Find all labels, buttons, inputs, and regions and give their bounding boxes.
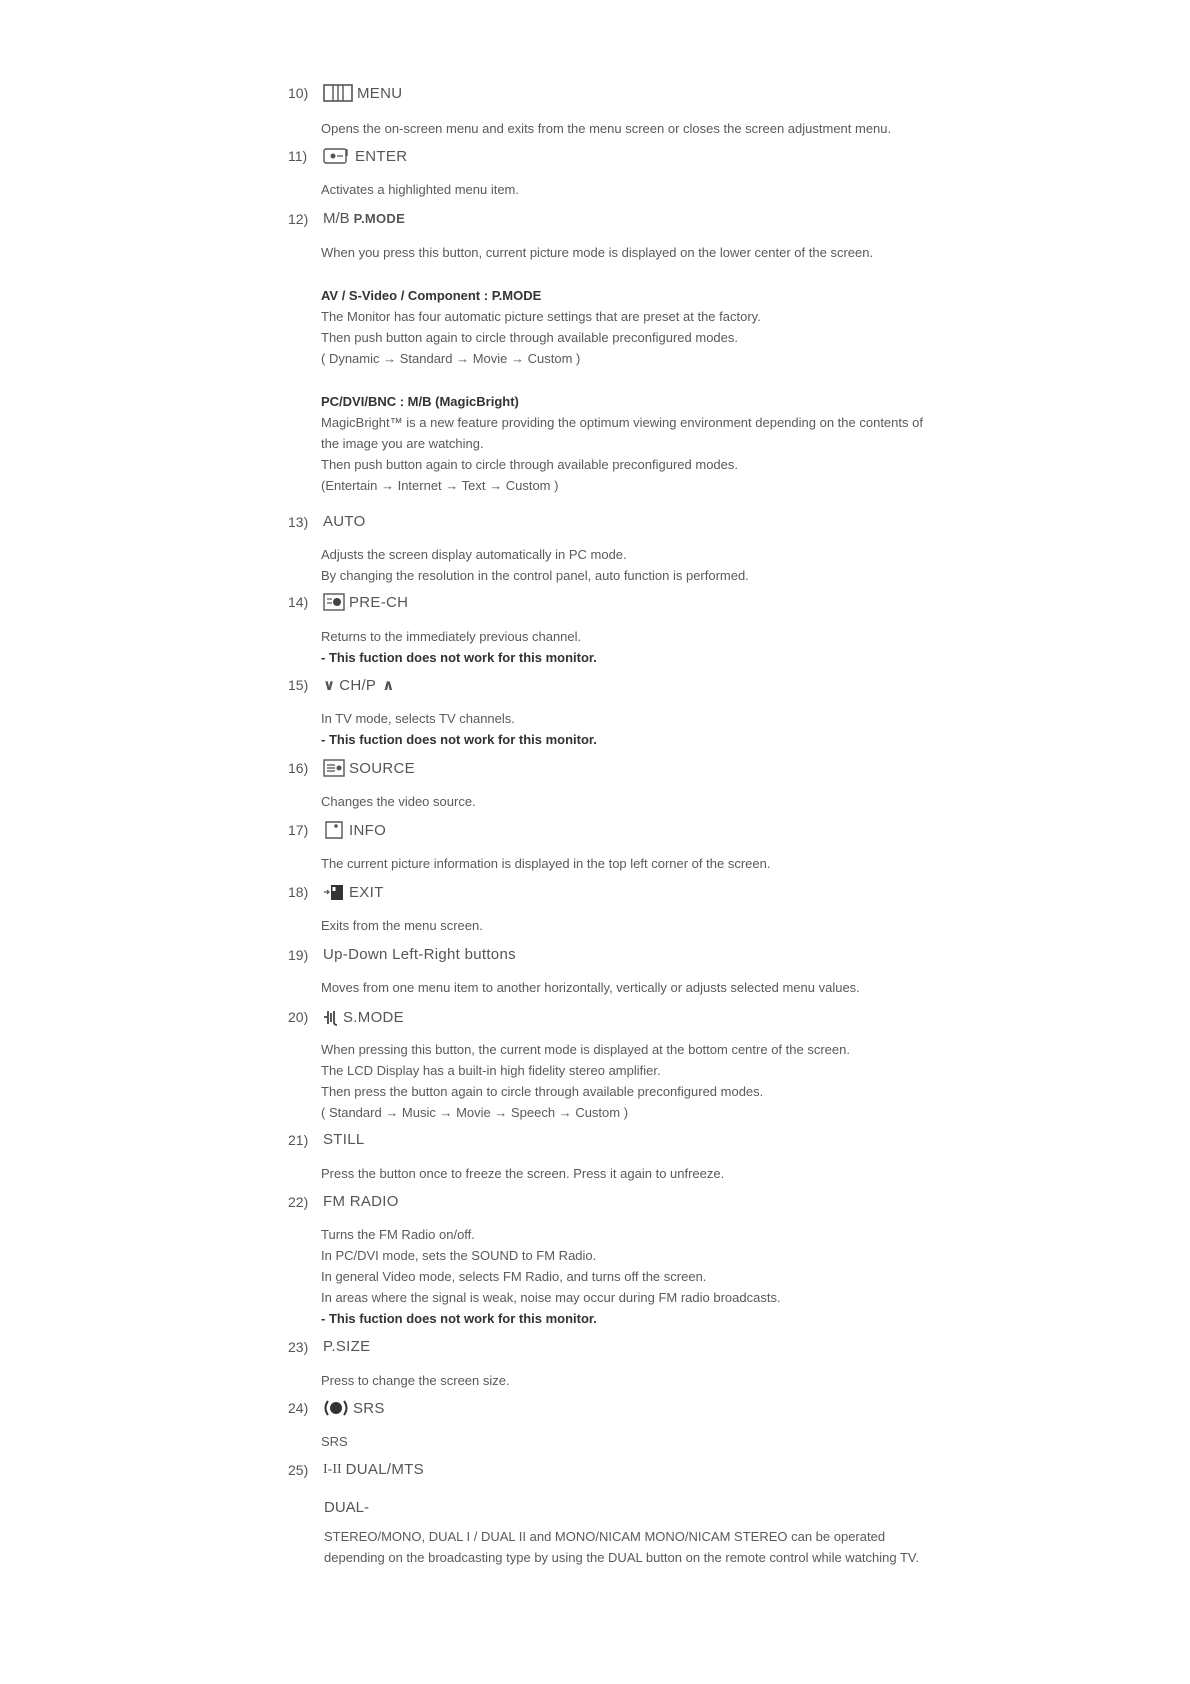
description-line: In PC/DVI mode, sets the SOUND to FM Radio.: [321, 1248, 597, 1263]
chevron-down-icon: ∨: [323, 677, 336, 694]
description-line: In TV mode, selects TV channels.: [321, 711, 515, 726]
description-line: The current picture information is displayed in the top left corner of the screen.: [321, 856, 771, 871]
exit-icon: [323, 883, 345, 901]
source-icon: [323, 759, 345, 777]
description-line: Press to change the screen size.: [321, 1373, 510, 1388]
description-line: Returns to the immediately previous channel.: [321, 629, 582, 644]
dual-icon: I-II: [323, 1461, 342, 1477]
item-label: S.MODE: [343, 1008, 404, 1026]
item-label: FM RADIO: [323, 1193, 399, 1210]
item-label: INFO: [349, 821, 387, 839]
description-line: Changes the video source.: [321, 794, 476, 809]
item-description: [321, 626, 597, 668]
item-srs: [288, 1399, 385, 1417]
item-info: [288, 821, 386, 839]
subsection-av: [321, 285, 761, 369]
item-label: PRE-CH: [349, 593, 409, 611]
subsection-pc: [321, 391, 923, 496]
item-number: 11): [288, 148, 308, 164]
item-description: [321, 1370, 510, 1391]
item-description: [321, 179, 519, 200]
item-description: [321, 1431, 348, 1452]
description-line: The LCD Display has a built-in high fidelity stereo amplifier.: [321, 1063, 661, 1078]
item-label: DUAL/MTS: [345, 1461, 424, 1478]
description-line: Then press the button again to circle through available preconfigured modes.: [321, 1084, 764, 1099]
description-line: Moves from one menu item to another horizontally, vertically or adjusts selected menu values.: [321, 980, 860, 995]
item-fm-radio: [288, 1193, 399, 1210]
item-number: 23): [288, 1338, 309, 1355]
item-number: 25): [288, 1461, 309, 1478]
item-source: [288, 759, 415, 777]
menu-icon: [323, 84, 353, 102]
item-number: 17): [288, 822, 309, 838]
item-number: 12): [288, 210, 309, 227]
item-description: [321, 791, 476, 812]
enter-icon: [323, 147, 351, 165]
smode-icon: [323, 1008, 339, 1026]
item-pre-ch: [288, 593, 408, 611]
description-line: In general Video mode, selects FM Radio, and turns off the screen.: [321, 1269, 707, 1284]
item-description: [321, 118, 891, 139]
description-line: Activates a highlighted menu item.: [321, 182, 519, 197]
item-label: P.SIZE: [323, 1338, 371, 1355]
item-smode: [288, 1008, 404, 1026]
pre-ch-icon: [323, 593, 345, 611]
description-line: STEREO/MONO, DUAL I / DUAL II and MONO/NICAM MONO/NICAM STEREO can be operated: [324, 1529, 886, 1544]
description-line: Opens the on-screen menu and exits from the menu screen or closes the screen adjustment menu.: [321, 121, 892, 136]
item-description: [321, 915, 483, 936]
item-number: 22): [288, 1193, 309, 1210]
item-label: CH/P: [339, 676, 377, 694]
item-number: 20): [288, 1009, 309, 1025]
item-ch-p: [288, 676, 398, 694]
item-description: [321, 544, 749, 586]
item-description: [321, 853, 770, 874]
item-label: SOURCE: [349, 759, 415, 777]
item-note: - This fuction does not work for this monitor.: [321, 732, 597, 747]
item-enter: [288, 147, 407, 165]
item-number: 18): [288, 884, 309, 900]
item-number: 14): [288, 594, 309, 610]
item-number: 15): [288, 677, 309, 693]
description-line: ( Standard → Music → Movie → Speech → Custom ): [321, 1105, 629, 1120]
item-arrow-buttons: [288, 946, 516, 963]
item-description: [321, 242, 873, 263]
item-auto: [288, 513, 366, 530]
item-description: [321, 1039, 850, 1123]
description-line: ( Dynamic → Standard → Movie → Custom ): [321, 351, 581, 366]
description-line: Then push button again to circle through available preconfigured modes.: [321, 457, 738, 472]
description-line: By changing the resolution in the control panel, auto function is performed.: [321, 568, 749, 583]
item-description: [321, 708, 597, 750]
item-label: Up-Down Left-Right buttons: [323, 946, 516, 963]
description-line: Turns the FM Radio on/off.: [321, 1227, 475, 1242]
item-label: AUTO: [323, 513, 366, 530]
item-number: 21): [288, 1131, 309, 1148]
description-line: SRS: [321, 1434, 348, 1449]
description-line: (Entertain → Internet → Text → Custom ): [321, 478, 559, 493]
item-psize: [288, 1338, 370, 1355]
item-number: 13): [288, 513, 309, 530]
item-note: - This fuction does not work for this monitor.: [321, 1311, 597, 1326]
item-note: - This fuction does not work for this monitor.: [321, 650, 597, 665]
item-description: [321, 1224, 781, 1329]
subsection-title: AV / S-Video / Component : P.MODE: [321, 288, 542, 303]
description-line: In areas where the signal is weak, noise may occur during FM radio broadcasts.: [321, 1290, 781, 1305]
item-still: [288, 1131, 365, 1148]
subsection-title: PC/DVI/BNC : M/B (MagicBright): [321, 394, 519, 409]
item-number: 16): [288, 760, 309, 776]
description-line: When pressing this button, the current mode is displayed at the bottom centre of the screen.: [321, 1042, 850, 1057]
description-line: Exits from the menu screen.: [321, 918, 483, 933]
description-line: depending on the broadcasting type by using the DUAL button on the remote control while watching TV.: [324, 1550, 920, 1565]
item-label: EXIT: [349, 883, 384, 901]
subsection-dual: [324, 1497, 919, 1568]
item-label: P.MODE: [353, 211, 406, 226]
item-label: MENU: [357, 84, 403, 102]
item-pmode: [288, 210, 405, 227]
srs-icon: [323, 1399, 349, 1417]
chevron-up-icon: ∧: [382, 677, 395, 694]
item-label: ENTER: [355, 147, 408, 165]
item-description: [321, 1163, 724, 1184]
item-number: 24): [288, 1400, 309, 1416]
item-exit: [288, 883, 384, 901]
description-line: the image you are watching.: [321, 436, 484, 451]
description-line: The Monitor has four automatic picture settings that are preset at the factory.: [321, 309, 761, 324]
info-icon: [323, 821, 345, 839]
description-line: Press the button once to freeze the screen. Press it again to unfreeze.: [321, 1166, 725, 1181]
item-number: 10): [288, 85, 309, 101]
description-line: When you press this button, current picture mode is displayed on the lower center of the screen.: [321, 245, 874, 260]
item-menu: [288, 84, 402, 102]
description-line: Adjusts the screen display automatically in PC mode.: [321, 547, 627, 562]
item-description: [321, 977, 860, 998]
description-line: Then push button again to circle through available preconfigured modes.: [321, 330, 738, 345]
item-dual-mts: [288, 1461, 424, 1478]
item-number: 19): [288, 946, 309, 963]
subsection-title: DUAL-: [324, 1499, 370, 1516]
description-line: MagicBright™ is a new feature providing the optimum viewing environment depending on the contents of: [321, 415, 923, 430]
item-label: STILL: [323, 1131, 365, 1148]
mb-icon: M/B: [323, 210, 350, 227]
item-label: SRS: [353, 1399, 385, 1417]
